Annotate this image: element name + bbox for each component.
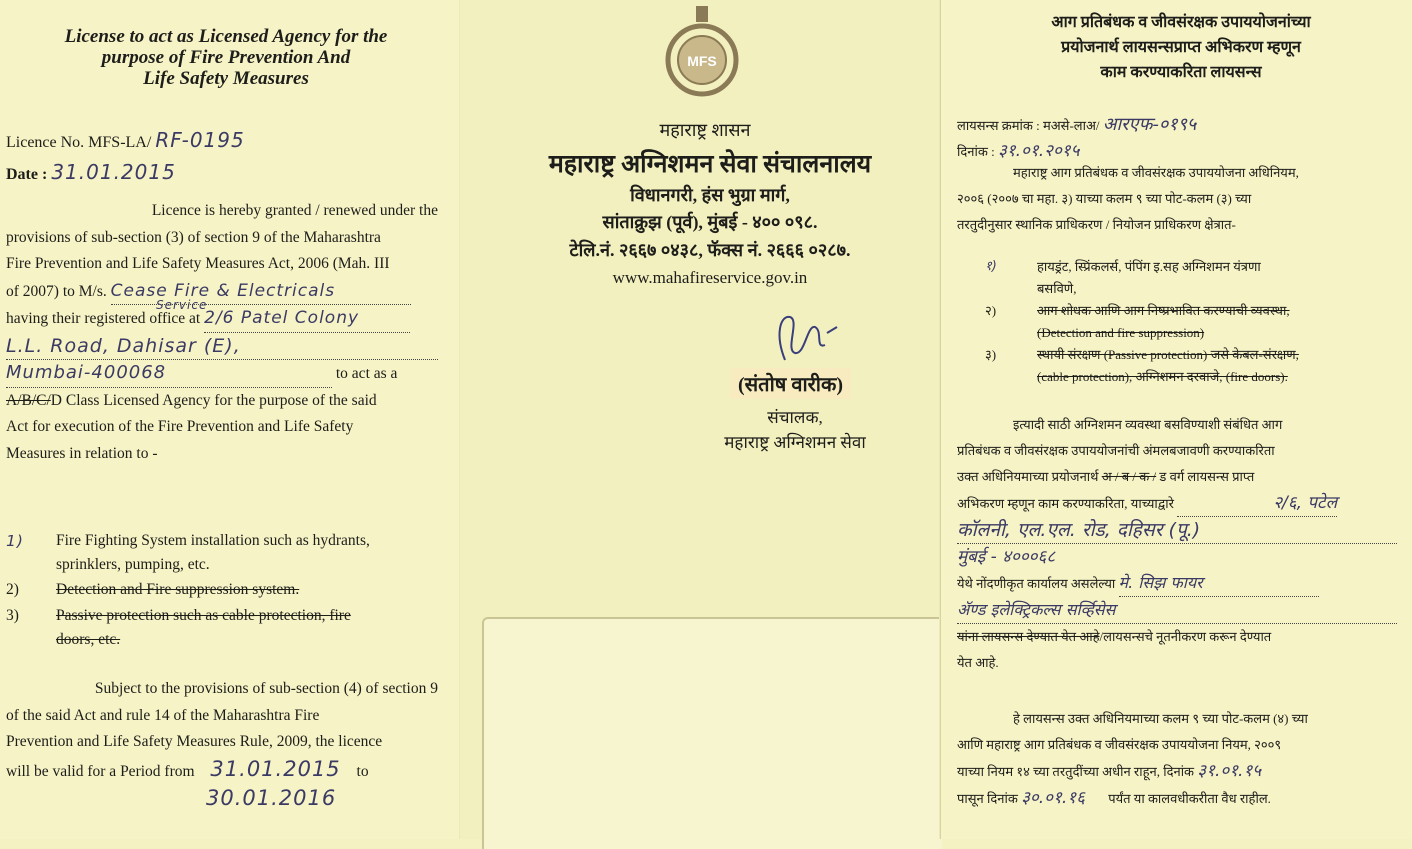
paragraph-line: याच्या नियम १४ च्या तरतुदींच्या अधीन राहून, दिनांक — [957, 764, 1195, 779]
office-label: having their registered office at — [6, 310, 201, 327]
item-text: आग शोधक आणि आग निष्प्रभावित करण्याची व्यवस्था, — [1037, 303, 1290, 318]
paragraph-line: Subject to the provisions of sub-section (4) of section 9 — [94, 680, 438, 697]
firm-name-2: ॲण्ड इलेक्ट्रिकल्स सर्व्हिसेस — [957, 597, 1397, 624]
designation: संचालक, — [767, 408, 823, 427]
title-line: Life Safety Measures — [143, 68, 309, 89]
paragraph-line: Licence is hereby granted / renewed under the — [151, 202, 438, 219]
paragraph-line: इत्यादी साठी अग्निशमन व्यवस्था बसविण्याशी संबंधित आग — [1013, 417, 1283, 432]
title-line: आग प्रतिबंधक व जीवसंरक्षक उपाययोजनांच्या — [1051, 14, 1311, 31]
valid-to-date: ३०.०१.१६ — [1021, 788, 1085, 808]
date-label: Date : — [6, 166, 48, 183]
valid-from-date: ३१.०१.१५ — [1197, 761, 1262, 781]
item-body — [1037, 300, 1407, 344]
emblem-text: MFS — [687, 53, 717, 69]
address-line-1: २/६, पटेल — [1177, 490, 1337, 517]
paragraph-line: २००६ (२००७ चा महा. ३) याच्या कलम ९ च्या पोट-कलम (३) च्या — [957, 191, 1252, 206]
address-line-2: सांताक्रुझ (पूर्व), मुंबई - ४०० ०९८. — [602, 212, 818, 232]
paragraph-line: Prevention and Life Safety Measures Rule, 2009, the licence — [6, 733, 383, 750]
address-line-2: कॉलनी, एल.एल. रोड, दहिसर (पू.) — [957, 517, 1397, 544]
designation-department: महाराष्ट्र अग्निशमन सेवा — [724, 433, 866, 452]
valid-from-row — [6, 756, 438, 786]
office-row-3 — [6, 360, 438, 388]
signatory-name-stamp: (संतोष वारीक) — [730, 368, 851, 399]
envelope-flap — [482, 617, 942, 849]
agency-name-suffix: Service — [156, 297, 208, 312]
from-label: पासून दिनांक — [957, 791, 1018, 806]
item-number: १) — [985, 259, 997, 274]
item-number: 2) — [6, 581, 19, 598]
item-body — [56, 529, 441, 577]
firm-row — [957, 570, 1397, 597]
valid-end-text: पर्यंत या कालवधीकरीता वैध राहील. — [1108, 791, 1271, 806]
paragraph-line: आणि महाराष्ट्र आग प्रतिबंधक व जीवसंरक्षक उपाययोजना नियम, २००९ — [957, 737, 1282, 752]
item-number: 1) — [6, 532, 24, 550]
address-line-3: मुंबई - ४०००६८ — [957, 547, 1056, 567]
office-label: येथे नोंदणीकृत कार्यालय असलेल्या — [957, 576, 1116, 591]
renew-end: येत आहे. — [957, 655, 999, 670]
office-row — [6, 305, 438, 333]
licence-label: लायसन्स क्रमांक : मअसे-लाअ/ — [957, 118, 1100, 133]
paragraph-line: of the said Act and rule 14 of the Maharashtra Fire — [6, 706, 320, 724]
item-text-2: (Detection and fire suppression) — [1037, 325, 1205, 340]
item-body — [1037, 344, 1407, 388]
item-text-2: doors, etc. — [56, 631, 121, 648]
paragraph-line: हे लायसन्स उक्त अधिनियमाच्या कलम ९ च्या पोट-कलम (४) च्या — [1013, 711, 1308, 726]
struck-classes: अ / ब / क / — [1101, 469, 1157, 484]
marathi-date-row — [957, 138, 1079, 161]
item-number: ३) — [985, 347, 997, 362]
item-text-2: sprinklers, pumping, etc. — [56, 556, 210, 573]
address-intro: अभिकरण म्हणून काम करण्याकरिता, याच्याद्वारे — [957, 496, 1174, 511]
validity-paragraph — [6, 676, 438, 812]
government-name: महाराष्ट्र शासन — [659, 120, 751, 140]
to-act-text: to act as a — [335, 365, 398, 382]
date-value: ३१.०१.२०१५ — [997, 141, 1080, 161]
title-line: License to act as Licensed Agency for the — [64, 26, 388, 47]
marathi-para-2 — [957, 412, 1397, 676]
department-name: महाराष्ट्र अग्निशमन सेवा संचालनालय — [548, 151, 872, 178]
authority-panel — [460, 0, 940, 839]
title-line: purpose of Fire Prevention And — [101, 47, 351, 68]
valid-to-row — [957, 785, 1397, 812]
paragraph-line: प्रतिबंधक व जीवसंरक्षक उपाययोजनांची अंमलबजावणी करण्याकरिता — [957, 443, 1275, 458]
address-line-1: विधानगरी, हंस भुग्रा मार्ग, — [630, 185, 790, 205]
item-text: स्थायी संरक्षण (Passive protection) जसे केबल-संरक्षण, — [1037, 347, 1299, 362]
class-text-a: उक्त अधिनियमाच्या प्रयोजनार्थ — [957, 469, 1099, 484]
phone-fax-line: टेलि.नं. २६६७ ०४३८, फॅक्स नं. २६६६ ०२८७. — [569, 240, 851, 260]
paragraph-line: will be valid for a Period from — [6, 762, 195, 780]
valid-from-date: 31.01.2015 — [210, 756, 341, 781]
licence-number-label: Licence No. MFS-LA/ — [6, 134, 152, 151]
office-address-line-3: Mumbai-400068 — [6, 360, 332, 388]
renew-text: /लायसन्सचे नूतनीकरण करून देण्यात — [1099, 629, 1272, 644]
item-text: Detection and Fire suppression system. — [56, 581, 300, 598]
paragraph-line: महाराष्ट्र आग प्रतिबंधक व जीवसंरक्षक उपाययोजना अधिनियम, — [1013, 165, 1299, 180]
struck-classes: A/B/C/ — [6, 391, 51, 409]
class-text-b: ड वर्ग लायसन्स प्राप्त — [1159, 469, 1255, 484]
website-url: www.mahafireservice.gov.in — [612, 268, 808, 287]
mfs-emblem-icon — [652, 4, 752, 100]
marathi-para-1 — [957, 160, 1397, 238]
to-word: to — [356, 762, 369, 780]
valid-from-row — [957, 758, 1397, 785]
agency-name: Cease Fire & Electricals — [111, 278, 411, 306]
paragraph-line: Act for execution of the Fire Prevention and Life Safety — [6, 418, 354, 435]
class-row — [957, 464, 1397, 490]
valid-to-date: 30.01.2016 — [206, 786, 337, 810]
struck-grant-text: यांना लायसन्स देण्यात येत आहे — [957, 629, 1100, 644]
title-line: प्रयोजनार्थ लायसन्सप्राप्त अभिकरण म्हणून — [1061, 39, 1301, 56]
licence-number-value: RF-0195 — [155, 128, 245, 152]
paragraph-line: Measures in relation to - — [6, 444, 158, 462]
firm-name-1: मे. सिझ फायर — [1119, 570, 1319, 597]
office-address-line-2: L.L. Road, Dahisar (E), — [6, 333, 438, 361]
director-signature-icon — [765, 305, 845, 365]
grant-paragraph — [6, 198, 438, 467]
english-licence-panel — [0, 0, 460, 839]
item-text: हायड्रंट, स्प्रिंकलर्स, पंपिंग इ.सह अग्निशमन यंत्रणा — [1037, 259, 1261, 274]
item-text: Fire Fighting System installation such as hydrants, — [56, 532, 370, 549]
title-line: काम करण्याकरिता लायसन्स — [1100, 64, 1262, 81]
address-intro-row — [957, 490, 1397, 517]
item-text: Passive protection such as cable protection, fire — [56, 607, 351, 624]
paragraph-line: तरतुदीनुसार स्थानिक प्राधिकरण / नियोजन प्राधिकरण क्षेत्रात- — [957, 217, 1236, 232]
item-body — [56, 604, 441, 652]
class-row — [6, 388, 438, 415]
licence-title — [20, 26, 432, 89]
marathi-title — [971, 10, 1391, 85]
item-text-2: बसविणे, — [1037, 281, 1077, 296]
class-text: D Class Licensed Agency for the purpose of the said — [50, 391, 377, 409]
agency-row — [6, 278, 438, 312]
item-number: २) — [985, 303, 997, 318]
paragraph-line: Fire Prevention and Life Safety Measures Act, 2006 (Mah. III — [6, 255, 390, 272]
office-address-line-1: 2/6 Patel Colony — [204, 305, 410, 333]
marathi-licence-panel — [940, 0, 1412, 839]
date-value: 31.01.2015 — [51, 160, 176, 184]
date-label: दिनांक : — [957, 144, 995, 159]
licence-number-row — [6, 128, 245, 152]
item-text-2: (cable protection), अग्निशमन दरवाजे, (fire doors). — [1037, 369, 1288, 384]
paragraph-line: of 2007) to M/s. — [6, 282, 107, 300]
item-body — [1037, 256, 1397, 300]
licence-value: आरएफ-०१९५ — [1102, 114, 1197, 135]
renew-row — [957, 624, 1397, 650]
marathi-validity — [957, 706, 1397, 812]
paragraph-line: provisions of sub-section (3) of section 9 of the Maharashtra — [6, 228, 381, 246]
marathi-licence-row — [957, 112, 1196, 136]
date-row — [6, 160, 176, 184]
item-number: 3) — [6, 607, 19, 624]
